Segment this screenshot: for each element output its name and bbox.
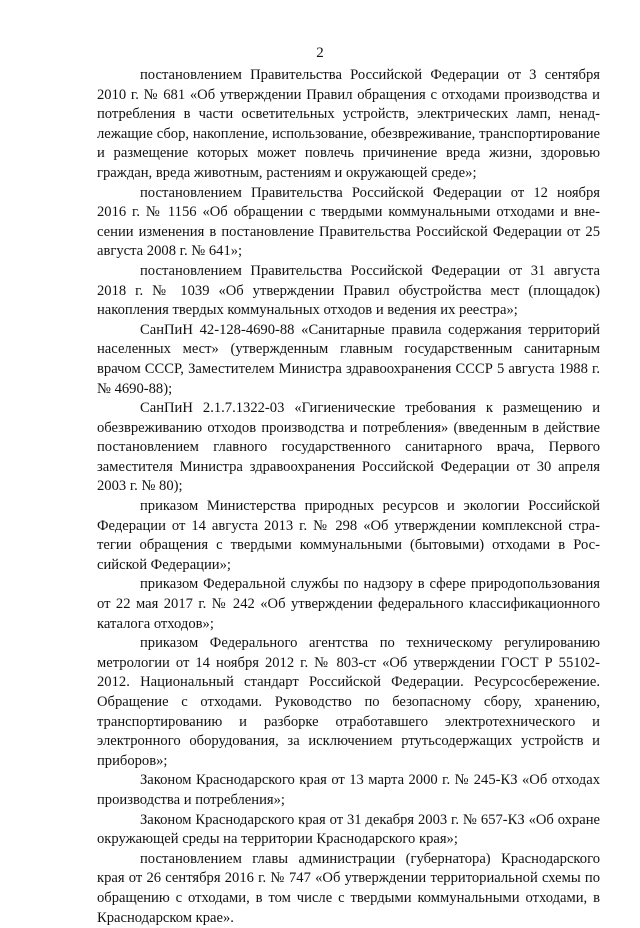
paragraph-decree-1039: постановлением Правительства Российской Федерации от 31 августа 2018 г. № 1039 «Об утверждении Правил обустройства мест (площадок) накопления твердых коммунальных отходов и ведения их реестра»; [97,262,600,319]
paragraph-decree-747: постановлением главы администрации (губернатора) Краснодарского края от 26 сентября 2016 г. № 747 «Об утверждении территориальной схемы по обращению с отходами, в том числе с твердыми коммунальными отходами, в Краснодарском крае». [97,850,600,926]
paragraph-sanpin-4690: СанПиН 42-128-4690-88 «Санитарные правила содержания территорий населенных мест» (утвержденным главным государственным санитарным врачом СССР, Заместителем Министра здравоохранения СССР 5 августа 1988 г. № 4690-88); [97,321,600,397]
paragraph-order-242: приказом Федеральной службы по надзору в сфере природопользования от 22 мая 2017 г. № 242 «Об утверждении федерального классификационного каталога отходов»; [97,576,600,632]
paragraph-order-298: приказом Министерства природных ресурсов и экологии Российской Федерации от 14 августа 2013 г. № 298 «Об утверждении комплексной стратегии обращения с твердыми коммунальными (бытовыми) отходами в Российской Федерации»; [97,498,600,573]
paragraph-sanpin-1322: СанПиН 2.1.7.1322-03 «Гигиенические требования к размещению и обезвреживанию отходов производства и потребления» (введенным в действие постановлением главного государственного санитарного врача, Первого заместителя Министра здравоохранения Российской Федерации от 30 апреля 2003 г. № 80); [97,400,600,495]
document-body [97,66,600,928]
paragraph-law-657: Законом Краснодарского края от 31 декабря 2003 г. № 657-КЗ «Об охране окружающей среды на территории Краснодарского края»; [97,811,600,848]
paragraph-decree-1156: постановлением Правительства Российской Федерации от 12 ноября 2016 г. № 1156 «Об обращении с твердыми коммунальными отходами и внесении изменения в постановление Правительства Российской Федерации от 25 августа 2008 г. № 641»; [97,184,600,260]
page-number: 2 [316,45,324,61]
paragraph-order-803: приказом Федерального агентства по техническому регулированию метрологии от 14 ноября 2012 г. № 803-ст «Об утверждении ГОСТ Р 55102-2012. Национальный стандарт Российской Федерации. Ресурсосбережение. Обращение с отходами. Руководство по безопасному сбору, хранению, транспортированию и разборке отработавшего электротехнического и электронного оборудования, за исключением ртутьсодержащих устройств и приборов»; [97,635,600,769]
paragraph-law-245: Законом Краснодарского края от 13 марта 2000 г. № 245-КЗ «Об отходах производства и потребления»; [97,772,600,808]
paragraph-decree-681: постановлением Правительства Российской Федерации от 3 сентября 2010 г. № 681 «Об утверждении Правил обращения с отходами производства и потребления в части осветительных устройств, электрических ламп, ненадлежащие сбор, накопление, использование, обезвреживание, транспортирование и размещение которых может повлечь причинение вреда жизни, здоровью граждан, вреда животным, растениям и окружающей среде»; [97,67,600,181]
